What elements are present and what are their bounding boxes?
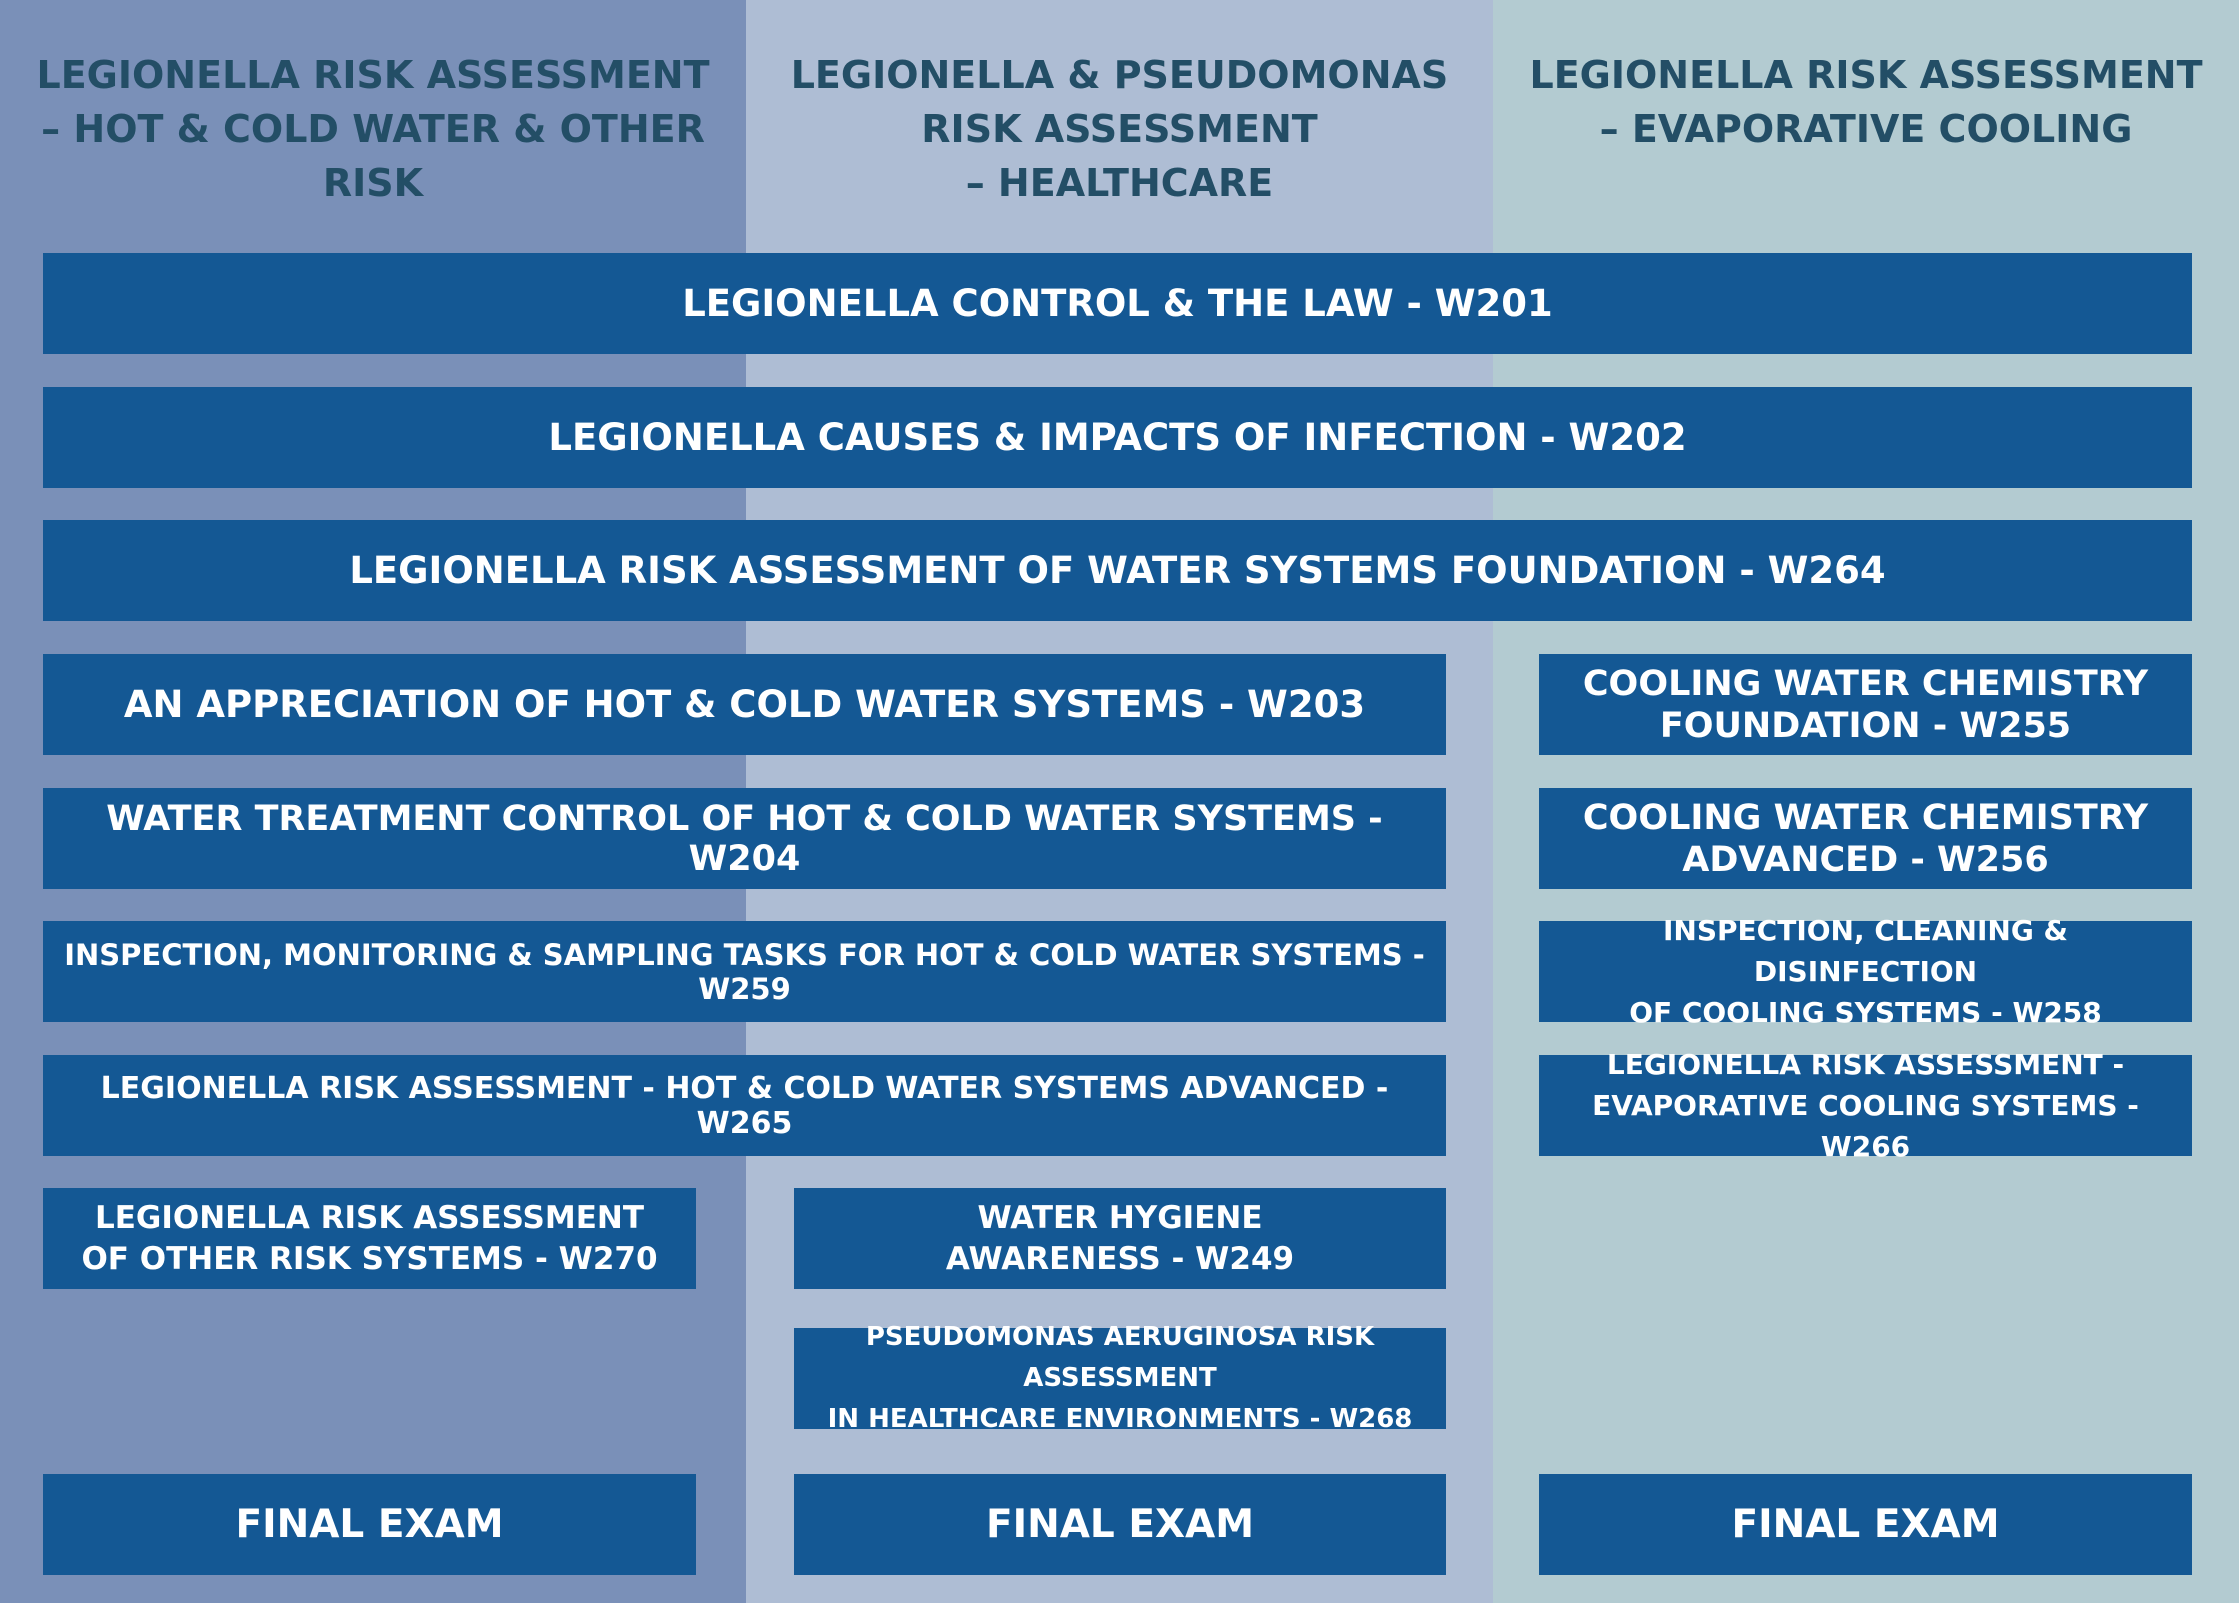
final-exam-hot-cold: FINAL EXAM <box>43 1474 696 1575</box>
course-w265: LEGIONELLA RISK ASSESSMENT - HOT & COLD WATER SYSTEMS ADVANCED - W265 <box>43 1055 1446 1156</box>
column-title-cooling: LEGIONELLA RISK ASSESSMENT – EVAPORATIVE COOLING <box>1529 53 2203 151</box>
course-w249: WATER HYGIENE AWARENESS - W249 <box>794 1188 1446 1289</box>
course-w266: LEGIONELLA RISK ASSESSMENT - EVAPORATIVE COOLING SYSTEMS - W266 <box>1539 1055 2192 1156</box>
course-w268: PSEUDOMONAS AERUGINOSA RISK ASSESSMENT IN HEALTHCARE ENVIRONMENTS - W268 <box>794 1328 1446 1429</box>
course-w201: LEGIONELLA CONTROL & THE LAW - W201 <box>43 253 2192 354</box>
final-exam-cooling: FINAL EXAM <box>1539 1474 2192 1575</box>
course-w255: COOLING WATER CHEMISTRY FOUNDATION - W255 <box>1539 654 2192 755</box>
course-w202: LEGIONELLA CAUSES & IMPACTS OF INFECTION - W202 <box>43 387 2192 488</box>
course-w203: AN APPRECIATION OF HOT & COLD WATER SYSTEMS - W203 <box>43 654 1446 755</box>
course-w264: LEGIONELLA RISK ASSESSMENT OF WATER SYSTEMS FOUNDATION - W264 <box>43 520 2192 621</box>
column-title-hot-cold: LEGIONELLA RISK ASSESSMENT – HOT & COLD WATER & OTHER RISK <box>36 53 710 205</box>
column-title-healthcare: LEGIONELLA & PSEUDOMONAS RISK ASSESSMENT – HEALTHCARE <box>790 53 1449 205</box>
course-w256: COOLING WATER CHEMISTRY ADVANCED - W256 <box>1539 788 2192 889</box>
course-w259: INSPECTION, MONITORING & SAMPLING TASKS FOR HOT & COLD WATER SYSTEMS - W259 <box>43 921 1446 1022</box>
course-w204: WATER TREATMENT CONTROL OF HOT & COLD WATER SYSTEMS - W204 <box>43 788 1446 889</box>
course-w270: LEGIONELLA RISK ASSESSMENT OF OTHER RISK SYSTEMS - W270 <box>43 1188 696 1289</box>
course-w258: INSPECTION, CLEANING & DISINFECTION OF COOLING SYSTEMS - W258 <box>1539 921 2192 1022</box>
final-exam-healthcare: FINAL EXAM <box>794 1474 1446 1575</box>
